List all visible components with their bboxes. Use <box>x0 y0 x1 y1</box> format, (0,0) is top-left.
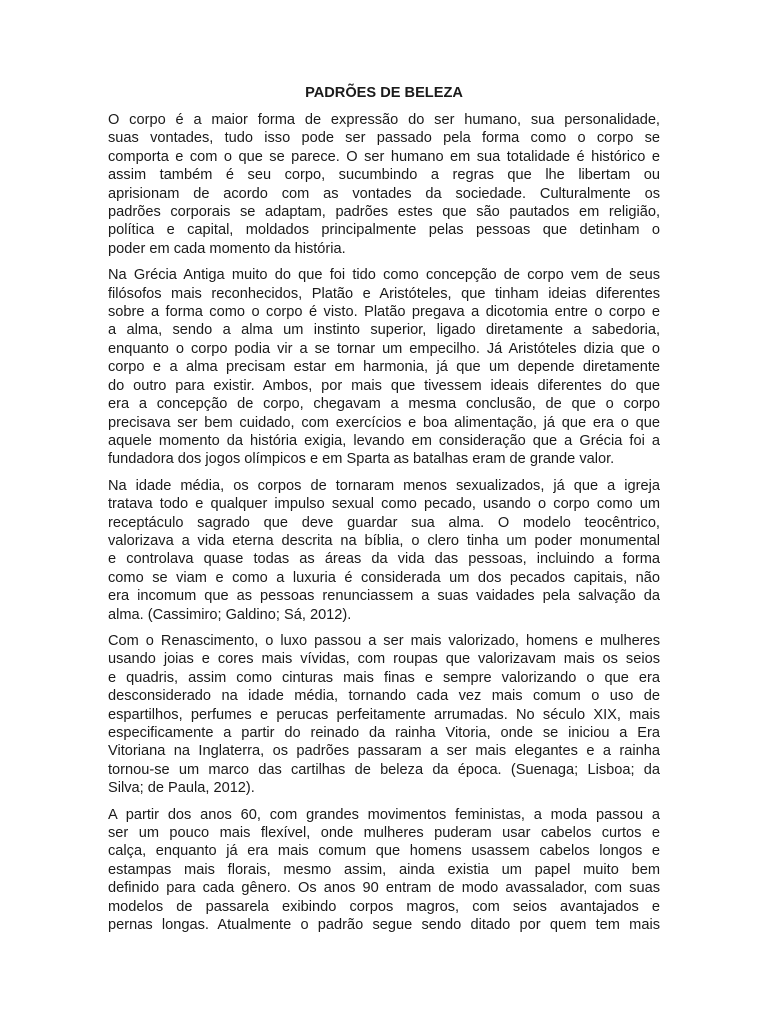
paragraph-1 <box>108 111 660 258</box>
text-line: comporta e com o que se parece. O ser humano em sua totalidade é histórico e <box>108 148 660 165</box>
text-line: tornou-se um marco das cartilhas de beleza da época. (Suenaga; Lisboa; da <box>108 761 660 778</box>
paragraph-2 <box>108 266 660 468</box>
text-line: tratava todo e qualquer impulso sexual como pecado, usando o corpo como um <box>108 496 660 513</box>
text-line: filósofos mais reconhecidos, Platão e Aristóteles, que tinham ideias diferentes <box>108 285 660 302</box>
text-line: era a concepção de corpo, chegavam a mesma conclusão, de que o corpo <box>108 396 660 413</box>
text-line: aquele momento da história exigia, levando em consideração que a Grécia foi a <box>108 432 660 449</box>
text-line: sobre a forma como o corpo é visto. Platão pregava a dicotomia entre o corpo e <box>108 304 660 321</box>
document-page <box>108 84 660 942</box>
text-line: enquanto o corpo podia vir a se tornar um empecilho. Já Aristóteles dizia que o <box>108 340 660 357</box>
text-line: Na Grécia Antiga muito do que foi tido como concepção de corpo vem de seus <box>108 267 660 284</box>
text-line: receptáculo sagrado que deve guardar sua alma. O modelo teocêntrico, <box>108 514 660 531</box>
text-line: do outro para existir. Ambos, por mais que tivessem ideais diferentes do que <box>108 377 660 394</box>
text-line: a alma, sendo a alma um instinto superior, ligado diretamente a sabedoria, <box>108 322 660 339</box>
text-line: política e capital, moldados principalmente pelas pessoas que detinham o <box>108 222 660 239</box>
text-line: calça, enquanto já era mais comum que homens usassem cabelos longos e <box>108 843 660 860</box>
paragraph-5 <box>108 806 660 935</box>
text-line: assim também é seu corpo, sucumbindo a regras que lhe libertam ou <box>108 167 660 184</box>
paragraph-3 <box>108 477 660 624</box>
text-line: modelos de passarela exibindo corpos magros, com seios avantajados e <box>108 898 660 915</box>
text-line: e quadris, assim como cinturas mais finas e sempre valorizando o que era <box>108 669 660 686</box>
text-line: como se viam e como a luxuria é considerada um dos pecados capitais, não <box>108 569 660 586</box>
text-line: corpo e a alma precisam estar em harmonia, já que um depende diretamente <box>108 359 660 376</box>
text-line: espartilhos, perfumes e perucas perfeitamente arrumadas. No século XIX, mais <box>108 706 660 723</box>
text-line: poder em cada momento da história. <box>108 240 346 257</box>
text-line: aprisionam de acordo com as vontades da sociedade. Culturalmente os <box>108 185 660 202</box>
text-line: e controlava quase todas as áreas da vida das pessoas, incluindo a forma <box>108 551 660 568</box>
text-line: desconsiderado na idade média, tornando cada vez mais comum o uso de <box>108 688 660 705</box>
text-line: Com o Renascimento, o luxo passou a ser mais valorizado, homens e mulheres <box>108 632 660 649</box>
text-line: era incomum que as pessoas renunciassem a suas vaidades pela salvação da <box>108 588 660 605</box>
text-line: Na idade média, os corpos de tornaram menos sexualizados, já que a igreja <box>108 477 660 494</box>
text-line: especificamente a partir do reinado da rainha Vitoria, onde se iniciou a Era <box>108 725 660 741</box>
text-line: fundadora dos jogos olímpicos e em Sparta as batalhas eram de grande valor. <box>108 451 615 468</box>
text-line: pernas longas. Atualmente o padrão segue sendo ditado por quem tem mais <box>108 917 660 934</box>
text-line: Silva; de Paula, 2012). <box>108 780 255 797</box>
text-line: padrões corporais se adaptam, padrões estes que são pautados em religião, <box>108 204 660 221</box>
text-line: precisava ser bem cuidado, com exercícios e boa alimentação, já que era o que <box>108 414 660 431</box>
text-line: A partir dos anos 60, com grandes movimentos feministas, a moda passou a <box>108 806 660 823</box>
text-line: ser um pouco mais flexível, onde mulheres puderam usar cabelos curtos e <box>108 825 660 842</box>
text-line: estampas mais florais, mesmo assim, ainda existia um papel muito bem <box>108 861 660 878</box>
text-line: valorizava a vida eterna descrita na bíblia, o clero tinha um poder monumental <box>108 532 660 549</box>
text-line: O corpo é a maior forma de expressão do ser humano, sua personalidade, <box>108 112 660 128</box>
text-line: suas vontades, tudo isso pode ser passado pela forma como o corpo se <box>108 130 660 147</box>
document-title: PADRÕES DE BELEZA <box>305 85 463 101</box>
text-line: definido para cada gênero. Os anos 90 entram de modo avassalador, com suas <box>108 880 660 897</box>
text-line: Vitoriana na Inglaterra, os padrões passaram a ser mais elegantes e a rainha <box>108 743 660 760</box>
text-line: usando joias e cores mais vívidas, com roupas que valorizavam mais os seios <box>108 651 660 668</box>
paragraph-4 <box>108 632 660 798</box>
text-line: alma. (Cassimiro; Galdino; Sá, 2012). <box>108 606 352 623</box>
